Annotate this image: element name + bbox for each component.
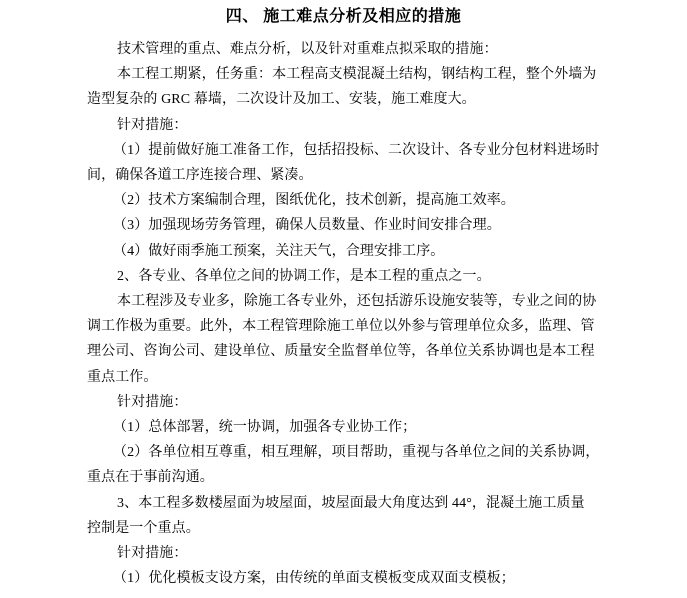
text-line: 重点在于事前沟通。 (87, 470, 214, 486)
text-line: （3）加强现场劳务管理，确保人员数量、作业时间安排合理。 (113, 218, 501, 234)
text-line: 3、本工程多数楼屋面为坡屋面，坡屋面最大角度达到 44°，混凝土施工质量 (117, 495, 585, 511)
text-line: 造型复杂的 GRC 幕墙，二次设计及加工、安装，施工难度大。 (87, 92, 476, 108)
text-line: （1）总体部署，统一协调，加强各专业协工作； (113, 420, 417, 436)
text-line: （1）提前做好施工准备工作，包括招投标、二次设计、各专业分包材料进场时 (113, 142, 600, 158)
text-line: 针对措施： (117, 394, 188, 410)
text-line: 理公司、咨询公司、建设单位、质量安全监督单位等，各单位关系协调也是本工程 (87, 344, 595, 360)
text-line: 本工程工期紧，任务重：本工程高支模混凝土结构，钢结构工程，整个外墙为 (117, 67, 597, 83)
text-line: （2）各单位相互尊重，相互理解，项目帮助，重视与各单位之间的关系协调， (113, 445, 600, 461)
text-line: 调工作极为重要。此外，本工程管理除施工单位以外参与管理单位众多，监理、管 (87, 319, 595, 335)
document-title: 四、 施工难点分析及相应的措施 (225, 8, 462, 25)
text-line: （4）做好雨季施工预案，关注天气，合理安排工序。 (113, 243, 445, 259)
text-line: （1）优化模板支设方案，由传统的单面支模板变成双面支模板； (113, 571, 515, 587)
text-line: 技术管理的重点、难点分析，以及针对重难点拟采取的措施： (117, 42, 498, 57)
text-line: 本工程涉及专业多，除施工各专业外，还包括游乐设施安装等，专业之间的协 (117, 294, 597, 310)
text-line: 间，确保各道工序连接合理、紧凑。 (87, 168, 313, 184)
text-line: 针对措施： (117, 546, 188, 562)
text-line: 重点工作。 (87, 369, 158, 385)
text-line: 控制是一个重点。 (87, 520, 200, 536)
text-line: （2）技术方案编制合理，图纸优化，技术创新，提高施工效率。 (113, 193, 515, 209)
text-line: 2、各专业、各单位之间的协调工作，是本工程的重点之一。 (117, 268, 491, 284)
text-line: 针对措施： (117, 117, 188, 133)
document-body (0, 37, 687, 591)
